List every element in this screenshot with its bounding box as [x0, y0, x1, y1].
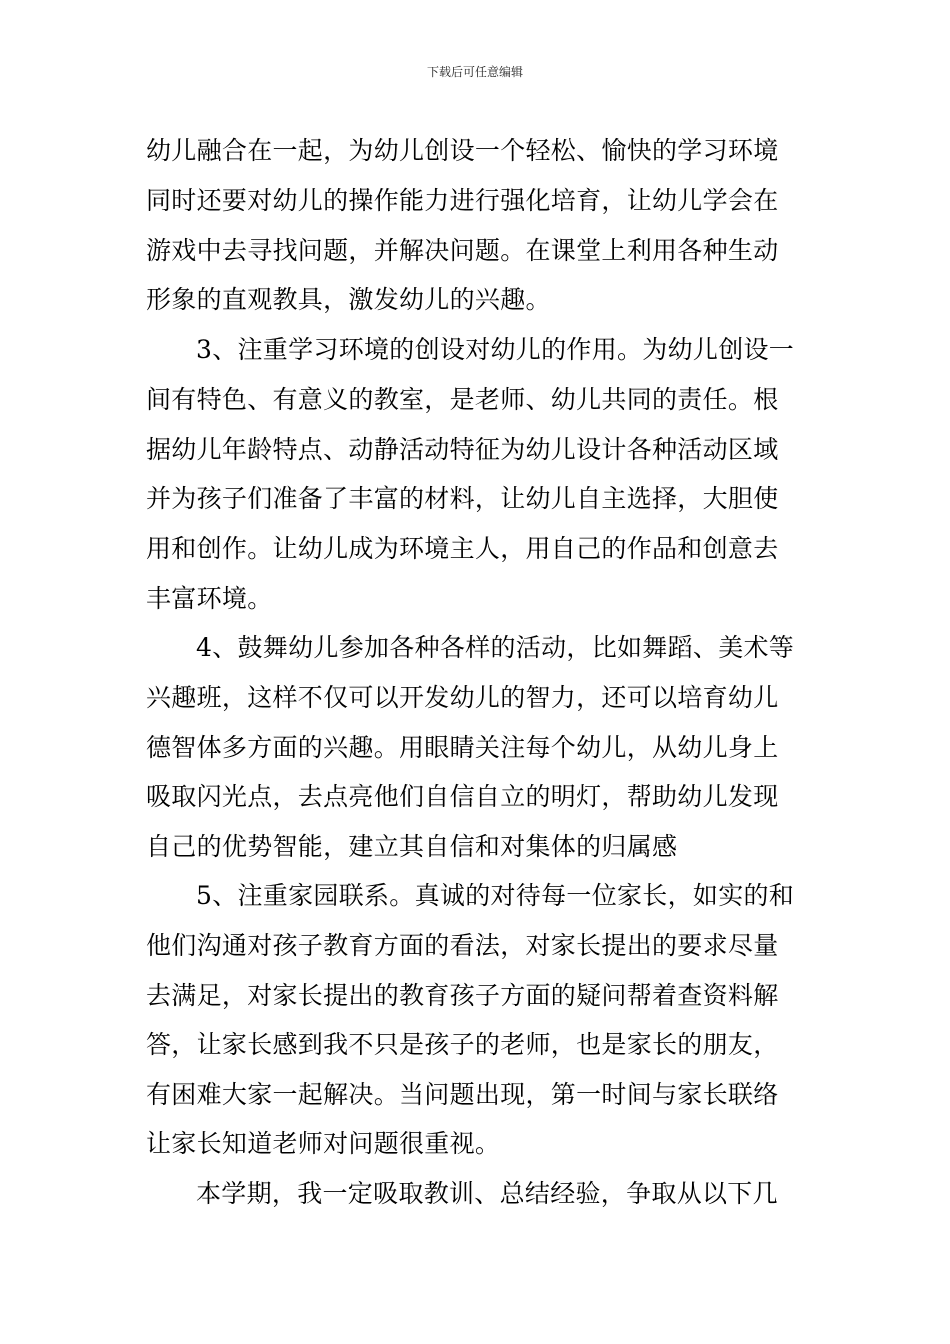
- text-line: 去满足，对家长提出的教育孩子方面的疑问帮着查资料解: [146, 981, 779, 1010]
- text-line: 间有特色、有意义的教室，是老师、幼儿共同的责任。根: [146, 385, 779, 414]
- text-line: 德智体多方面的兴趣。用眼睛关注每个幼儿，从幼儿身上: [146, 733, 779, 762]
- text-line: 他们沟通对孩子教育方面的看法，对家长提出的要求尽量: [146, 931, 779, 960]
- text-line: 让家长知道老师对问题很重视。: [146, 1129, 501, 1158]
- text-line: 3、注重学习环境的创设对幼儿的作用。为幼儿创设一: [196, 335, 795, 364]
- text-line: 用和创作。让幼儿成为环境主人，用自己的作品和创意去: [146, 534, 779, 563]
- text-line: 有困难大家一起解决。当问题出现，第一时间与家长联络: [146, 1080, 779, 1109]
- page-header: 下载后可任意编辑: [426, 65, 523, 79]
- text-line: 5、注重家园联系。真诚的对待每一位家长，如实的和: [196, 881, 795, 910]
- text-line: 吸取闪光点，去点亮他们自信自立的明灯，帮助幼儿发现: [146, 782, 779, 811]
- text-line: 同时还要对幼儿的操作能力进行强化培育，让幼儿学会在: [146, 186, 779, 215]
- text-line: 4、鼓舞幼儿参加各种各样的活动，比如舞蹈、美术等: [196, 633, 795, 662]
- text-line: 丰富环境。: [146, 584, 273, 613]
- text-line: 自己的优势智能，建立其自信和对集体的归属感: [146, 832, 678, 861]
- text-line: 兴趣班，这样不仅可以开发幼儿的智力，还可以培育幼儿: [146, 683, 779, 712]
- text-line: 并为孩子们准备了丰富的材料，让幼儿自主选择，大胆使: [146, 484, 779, 513]
- text-line: 本学期，我一定吸取教训、总结经验，争取从以下几: [196, 1179, 778, 1208]
- text-line: 幼儿融合在一起，为幼儿创设一个轻松、愉快的学习环境: [146, 136, 779, 165]
- text-line: 形象的直观教具，激发幼儿的兴趣。: [146, 285, 551, 314]
- text-line: 游戏中去寻找问题，并解决问题。在课堂上利用各种生动: [146, 236, 779, 265]
- text-line: 答，让家长感到我不只是孩子的老师，也是家长的朋友，: [146, 1030, 779, 1059]
- text-line: 据幼儿年龄特点、动静活动特征为幼儿设计各种活动区域: [146, 435, 779, 464]
